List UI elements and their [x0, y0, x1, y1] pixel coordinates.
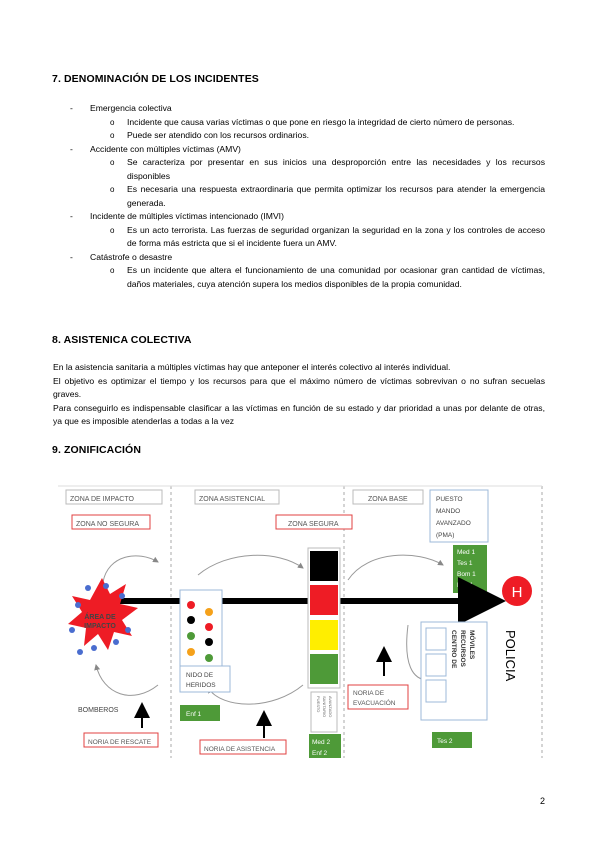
pma-label-line: (PMA) [436, 532, 455, 539]
triage-dot-green [205, 654, 213, 662]
section-8-body [53, 361, 545, 429]
tes2-label: Tes 2 [437, 738, 453, 745]
noria-evacuacion-label: EVACUACIÓN [353, 700, 396, 707]
noria-evacuacion-label: NORIA DE [353, 690, 385, 697]
triage-level-green [310, 654, 338, 684]
vehicle-slot [426, 628, 446, 650]
staff-label: Tes 1 [457, 560, 473, 567]
paragraph: Para conseguirlo es indispensable clasificar a las víctimas en función de su estado y dar prioridad a unas por delante de otras, ya que es imposible atenderlas a todas a la vez [53, 402, 545, 426]
victim-dot [85, 585, 91, 591]
victim-dot [103, 583, 109, 589]
section-8-heading: 8. ASISTENICA COLECTIVA [52, 334, 192, 346]
victim-dot [69, 627, 75, 633]
victim-dot [113, 639, 119, 645]
paragraph: El objetivo es optimizar el tiempo y los recursos para que el máximo número de víctimas sobrevivan o no sufran secuelas graves. [53, 375, 545, 399]
page-number: 2 [539, 796, 545, 806]
puesto-sanitario-label: PUESTO [316, 696, 321, 713]
victim-dot [125, 627, 131, 633]
section-9-heading: 9. ZONIFICACIÓN [52, 444, 142, 456]
victim-dot [119, 593, 125, 599]
section-7-heading: 7. DENOMINACIÓN DE LOS INCIDENTES [52, 73, 259, 85]
area-impacto-label: IMPACTO [84, 623, 116, 630]
zona-no-segura-label: ZONA NO SEGURA [76, 521, 140, 528]
triage-dot-red [205, 623, 213, 631]
zona-segura-label: ZONA SEGURA [288, 521, 339, 528]
staff-label: Med 2 [312, 739, 331, 746]
zona-impacto-label: ZONA DE IMPACTO [70, 496, 134, 503]
list-subitem: o Es un acto terrorista. Las fuerzas de seguridad organizan la seguridad en la zona y los controles de acceso de forma más estricta que si el incidente fuera un AMV. [110, 224, 545, 248]
list-subitem: o Incidente que causa varias víctimas o que pone en riesgo la integridad de cierto número de personas. [110, 116, 515, 127]
area-impacto-label: ÁREA DE [84, 614, 116, 621]
nido-heridos-label: HERIDOS [186, 682, 216, 689]
staff-label: Enf 2 [312, 750, 328, 757]
pma-label-line: MANDO [436, 508, 461, 515]
centro-recursos-label: MÓVILES [468, 630, 475, 660]
triage-dot-black [187, 616, 195, 624]
list-item: - Emergencia colectiva [70, 103, 172, 113]
triage-dot-orange [187, 648, 195, 656]
triage-level-red [310, 585, 338, 615]
staff-label: Med 1 [457, 549, 476, 556]
pma-label-line: PUESTO [436, 496, 463, 503]
centro-recursos-label: CENTRO DE [450, 630, 457, 669]
noria-asistencia-label: NORIA DE ASISTENCIA [204, 746, 276, 753]
list-item: - Catástrofe o desastre [70, 251, 173, 262]
zona-base-label: ZONA BASE [368, 496, 408, 503]
list-subitem: o Es necesaria una respuesta extraordinaria que permita optimizar los recursos para atender la emergencia generada. [110, 184, 545, 208]
list-item: - Accidente con múltiples víctimas (AMV) [70, 143, 241, 154]
noria-rescate-label: NORIA DE RESCATE [88, 739, 152, 746]
vehicle-slot [426, 680, 446, 702]
list-subitem: o Es un incidente que altera el funcionamiento de una comunidad por ocasionar gran cantidad de víctimas, daños materiales, cuya atención supera los medios disponibles de la propia comunidad. [110, 265, 545, 289]
policia-label: POLICIA [503, 630, 518, 682]
staff-label: Bom 1 [457, 571, 476, 578]
victim-dot [75, 602, 81, 608]
puesto-sanitario-label: AVANZADO [328, 696, 333, 718]
list-subitem: o Puede ser atendido con los recursos ordinarios. [110, 130, 310, 140]
triage-level-black [310, 551, 338, 581]
nido-triage-panel [180, 590, 222, 668]
hospital-label: H [511, 584, 523, 601]
flow-arrow [103, 556, 158, 582]
flow-arrow [198, 555, 303, 575]
triage-dot-green [187, 632, 195, 640]
puesto-sanitario-label: SANITARIO [322, 696, 327, 718]
list-item: - Incidente de múltiples víctimas intencionado (IMVI) [70, 211, 284, 221]
incident-list [70, 102, 545, 291]
list-subitem: o Se caracteriza por presentar en sus inicios una desproporción entre las necesidades y los recursos disponibles [110, 157, 545, 181]
staff-label: Poli 1 [457, 582, 474, 589]
vehicle-slot [426, 654, 446, 676]
victim-dot [91, 645, 97, 651]
flow-arrow [348, 555, 443, 580]
enf1-label: Enf 1 [186, 711, 202, 718]
bomberos-label: BOMBEROS [78, 707, 119, 714]
centro-recursos-label: RECURSOS [459, 630, 466, 667]
triage-dot-black [205, 638, 213, 646]
paragraph: En la asistencia sanitaria a múltiples víctimas hay que anteponer el interés colectivo al interés individual. [53, 362, 451, 372]
triage-dot-orange [205, 608, 213, 616]
pma-label-line: AVANZADO [436, 520, 471, 527]
victim-dot [77, 649, 83, 655]
flow-arrow [96, 665, 158, 695]
zonification-diagram [58, 480, 550, 762]
triage-dot-red [187, 601, 195, 609]
triage-level-yellow [310, 620, 338, 650]
zona-asistencial-label: ZONA ASISTENCIAL [199, 496, 266, 503]
nido-heridos-label: NIDO DE [186, 672, 214, 679]
